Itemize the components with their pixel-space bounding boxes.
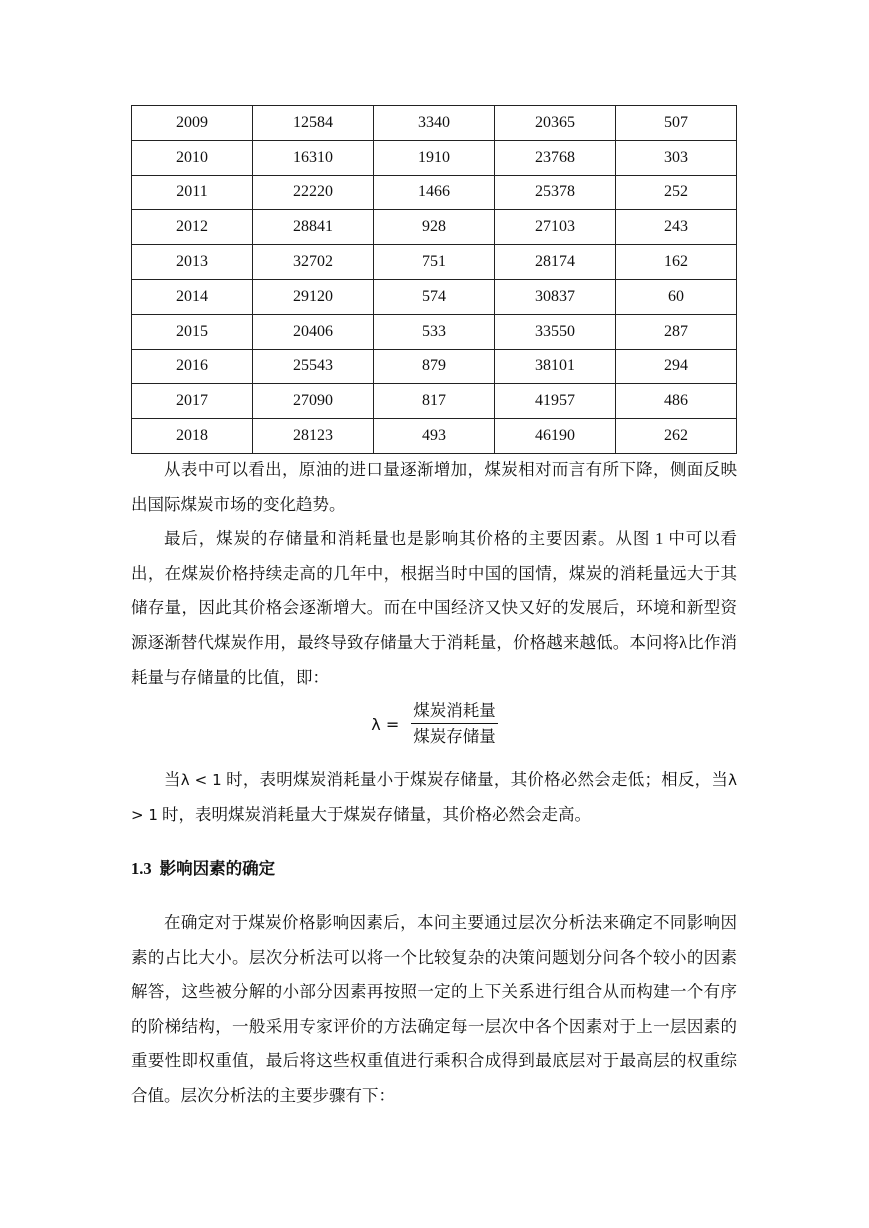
table-cell: 28841	[253, 210, 374, 245]
condition-tail: 时，表明煤炭消耗量大于煤炭存储量，其价格必然会走高。	[157, 804, 592, 824]
table-cell: 533	[374, 314, 495, 349]
table-cell: 27103	[495, 210, 616, 245]
table-cell: 46190	[495, 419, 616, 454]
table-cell: 25378	[495, 175, 616, 210]
table-cell: 28174	[495, 245, 616, 280]
table-cell: 2015	[132, 314, 253, 349]
table-cell: 33550	[495, 314, 616, 349]
table-cell: 252	[616, 175, 737, 210]
lambda-formula	[0, 701, 869, 747]
section-title: 影响因素的确定	[159, 859, 276, 878]
table-row	[132, 384, 737, 419]
table-row	[132, 419, 737, 454]
condition-middle: 时，表明煤炭消耗量小于煤炭存储量，其价格必然会走低；相反，当	[221, 770, 729, 789]
data-table	[131, 105, 737, 454]
table-cell: 28123	[253, 419, 374, 454]
condition-prefix: 当	[164, 770, 181, 789]
table-row	[132, 349, 737, 384]
table-cell: 20406	[253, 314, 374, 349]
paragraph-table-conclusion: 从表中可以看出，原油的进口量逐渐增加，煤炭相对而言有所下降，侧面反映出国际煤炭市场的变化趋势。	[131, 460, 737, 514]
table-cell: 27090	[253, 384, 374, 419]
table-cell: 25543	[253, 349, 374, 384]
table-row	[132, 210, 737, 245]
table-cell: 574	[374, 279, 495, 314]
data-table-body	[132, 106, 737, 454]
table-row	[132, 245, 737, 280]
table-cell: 2018	[132, 419, 253, 454]
table-cell: 38101	[495, 349, 616, 384]
table-cell: 1466	[374, 175, 495, 210]
table-cell: 32702	[253, 245, 374, 280]
table-cell: 2012	[132, 210, 253, 245]
table-row	[132, 140, 737, 175]
table-cell: 1910	[374, 140, 495, 175]
table-cell: 30837	[495, 279, 616, 314]
table-row	[132, 175, 737, 210]
table-cell: 3340	[374, 106, 495, 141]
table-cell: 20365	[495, 106, 616, 141]
table-row	[132, 279, 737, 314]
table-cell: 507	[616, 106, 737, 141]
table-cell: 12584	[253, 106, 374, 141]
table-cell: 41957	[495, 384, 616, 419]
table-cell: 751	[374, 245, 495, 280]
table-cell: 303	[616, 140, 737, 175]
condition-math-greater: λ > 1	[131, 771, 738, 824]
paragraph-ahp-method: 在确定对于煤炭价格影响因素后，本问主要通过层次分析法来确定不同影响因素的占比大小。层次分析法可以将一个比较复杂的决策问题划分问各个较小的因素解答，这些被分解的小部分因素再按照一定的上下关系进行组合从而构建一个有序的阶梯结构，一般采用专家评价的方法确定每一层次中各个因素对于上一层因素的重要性即权重值，最后将这些权重值进行乘积合成得到最底层对于最高层的权重综合值。层次分析法的主要步骤有下：	[131, 913, 737, 1105]
formula-lhs: λ =	[371, 714, 400, 734]
section-heading	[131, 855, 275, 883]
table-cell: 2010	[132, 140, 253, 175]
table-cell: 2009	[132, 106, 253, 141]
formula-numerator: 煤炭消耗量	[411, 701, 498, 724]
table-cell: 2016	[132, 349, 253, 384]
text-block-lambda-condition	[131, 763, 737, 832]
paragraph-lambda-condition	[131, 763, 737, 832]
formula-denominator: 煤炭存储量	[413, 727, 496, 746]
paragraph-storage-consumption: 最后，煤炭的存储量和消耗量也是影响其价格的主要因素。从图 1 中可以看出，在煤炭价格持续走高的几年中，根据当时中国的国情，煤炭的消耗量远大于其储存量，因此其价格会逐渐增大。而在中国经济又快又好的发展后，环境和新型资源逐渐替代煤炭作用，最终导致存储量大于消耗量，价格越来越低。本问将λ比作消耗量与存储量的比值，即：	[131, 529, 737, 687]
table-cell: 243	[616, 210, 737, 245]
table-cell: 817	[374, 384, 495, 419]
table-cell: 493	[374, 419, 495, 454]
table-cell: 16310	[253, 140, 374, 175]
text-block-ahp	[131, 906, 737, 1114]
table-cell: 2014	[132, 279, 253, 314]
table-cell: 2011	[132, 175, 253, 210]
table-row	[132, 106, 737, 141]
table-cell: 879	[374, 349, 495, 384]
section-number: 1.3	[131, 859, 152, 878]
table-cell: 294	[616, 349, 737, 384]
table-row	[132, 314, 737, 349]
text-block-analysis	[131, 453, 737, 695]
table-cell: 928	[374, 210, 495, 245]
table-cell: 486	[616, 384, 737, 419]
table-cell: 22220	[253, 175, 374, 210]
condition-math-less: λ < 1	[180, 771, 222, 789]
table-cell: 262	[616, 419, 737, 454]
formula-fraction	[411, 701, 498, 747]
table-cell: 2013	[132, 245, 253, 280]
table-cell: 23768	[495, 140, 616, 175]
table-cell: 29120	[253, 279, 374, 314]
table-cell: 2017	[132, 384, 253, 419]
table-cell: 162	[616, 245, 737, 280]
table-cell: 287	[616, 314, 737, 349]
table-cell: 60	[616, 279, 737, 314]
